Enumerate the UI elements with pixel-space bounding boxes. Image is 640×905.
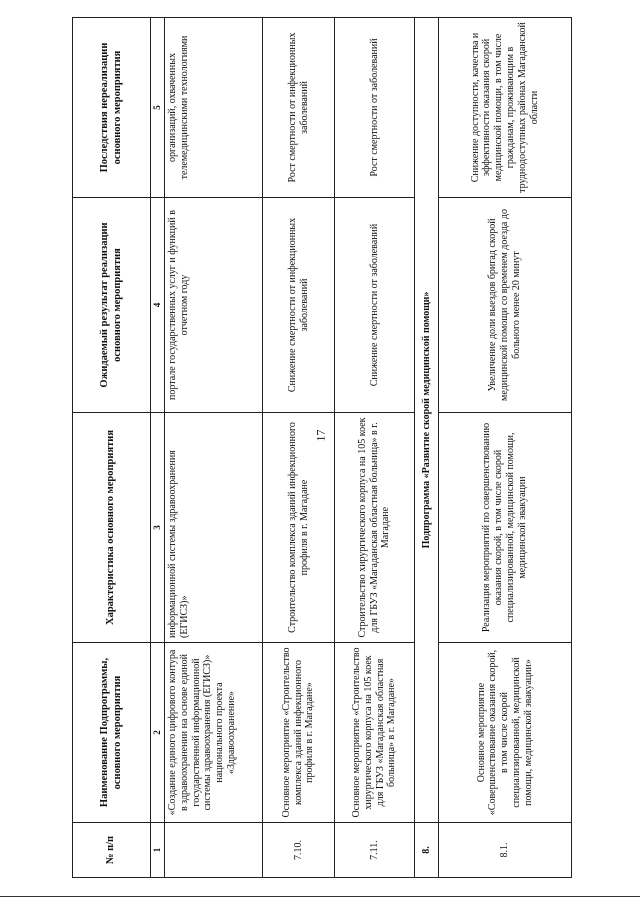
header-name: Наименование Подпрограммы, основного мероприятия [73,643,151,823]
row-num: 8.1. [439,823,572,878]
table-row [335,18,415,878]
row-result: Увеличение доли выездов бригад скорой медицинской помощи со временем доезда до больного менее 20 минут [439,198,572,413]
row-consequence: организаций, охваченных телемедицинскими технологиями [165,18,263,198]
column-index-row [151,18,165,878]
header-characteristic: Характеристика основного мероприятия [73,413,151,643]
col-index: 4 [151,198,165,413]
activities-table [72,17,572,878]
row-result: Снижение смертности от заболеваний [335,198,415,413]
table-row [263,18,335,878]
row-consequence: Рост смертности от инфекционных заболеваний [263,18,335,198]
col-index: 5 [151,18,165,198]
table-header-row [73,18,151,878]
page-number: 17 [313,429,328,442]
header-consequence: Последствия нереализации основного мероприятия [73,18,151,198]
row-num [165,823,263,878]
row-name: Основное мероприятие «Строительство комплекса зданий инфекционного профиля в г. Магадане» [263,643,335,823]
row-result: портале государственных услуг и функций в отчетном году [165,198,263,413]
row-characteristic: Строительство хирургического корпуса на 105 коек для ГБУЗ «Магаданская областная больница» в г. Магадане [335,413,415,643]
row-result: Снижение смертности от инфекционных заболеваний [263,198,335,413]
row-consequence: Снижение доступности, качества и эффективности оказания скорой медицинской помощи, в том числе гражданам, проживающим в труднодоступных районах Магаданской области [439,18,572,198]
row-name: Основное мероприятие «Строительство хирургического корпуса на 105 коек для ГБУЗ «Магаданская областная больница» в г. Магадане» [335,643,415,823]
col-index: 1 [151,823,165,878]
row-characteristic: информационной системы здравоохранения (ЕГИСЗ)» [165,413,263,643]
header-result: Ожидаемый результат реализации основного мероприятия [73,198,151,413]
row-num: 7.10. [263,823,335,878]
row-name: «Создание единого цифрового контура в здравоохранении на основе единой государственной информационной системы здравоохранения (ЕГИСЗ)» национального проекта «Здравоохранение» [165,643,263,823]
row-consequence: Рост смертности от заболеваний [335,18,415,198]
header-num: № п/п [73,823,151,878]
row-characteristic: Реализация мероприятий по совершенствованию оказания скорой, в том числе скорой специализированной, медицинской помощи, медицинской эвакуации [439,413,572,643]
section-title: Подпрограмма «Развитие скорой медицинской помощи» [415,18,439,823]
row-characteristic: Строительство комплекса зданий инфекционного профиля в г. Магадане [263,413,335,643]
col-index: 2 [151,643,165,823]
row-name: Основное мероприятие «Совершенствование оказания скорой, в том числе скорой специализированной, медицинской помощи, медицинской эвакуации» [439,643,572,823]
table-row [439,18,572,878]
rotated-table-wrapper [72,18,572,878]
row-num: 7.11. [335,823,415,878]
section-num: 8. [415,823,439,878]
table-row [165,18,263,878]
bottom-rule [0,896,640,897]
section-row [415,18,439,878]
col-index: 3 [151,413,165,643]
